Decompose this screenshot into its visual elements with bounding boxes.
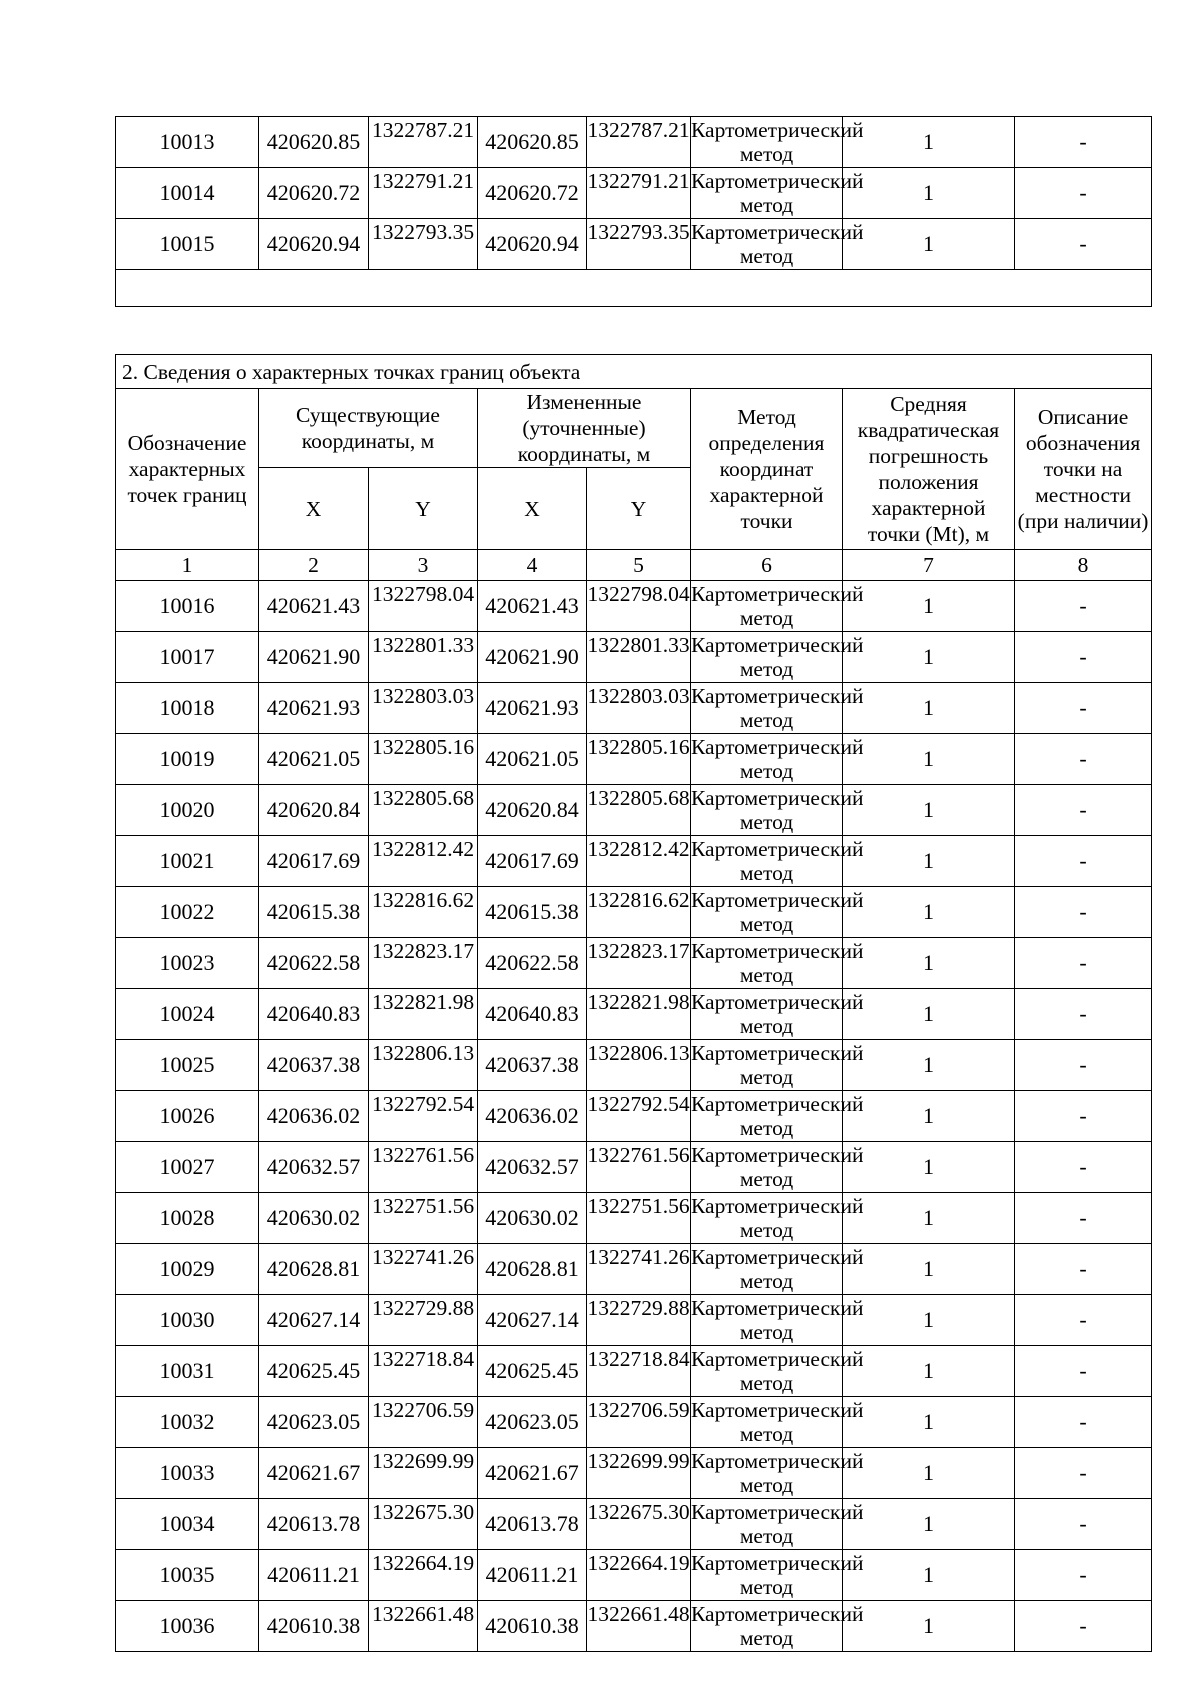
cell-existing-x: 420621.43 [259,581,369,632]
cell-mt-value: 1 [843,1193,1015,1244]
cell-existing-y: 1322729.88 [369,1295,478,1346]
cell-changed-y: 1322812.42 [587,836,691,887]
cell-point-id: 10017 [116,632,259,683]
cell-mt-value: 1 [843,1601,1015,1652]
cell-existing-x: 420623.05 [259,1397,369,1448]
table-row [116,887,1152,938]
cell-description: - [1015,887,1152,938]
cell-description: - [1015,1142,1152,1193]
cell-mt-value: 1 [843,117,1015,168]
cell-point-id: 10034 [116,1499,259,1550]
cell-existing-x: 420613.78 [259,1499,369,1550]
cell-existing-y: 1322801.33 [369,632,478,683]
cell-existing-x: 420637.38 [259,1040,369,1091]
cell-existing-y: 1322787.21 [369,117,478,168]
table-row [116,1193,1152,1244]
cell-mt-value: 1 [843,938,1015,989]
cell-description: - [1015,1550,1152,1601]
cell-existing-x: 420620.84 [259,785,369,836]
cell-point-id: 10025 [116,1040,259,1091]
cell-description: - [1015,219,1152,270]
cell-changed-x: 420630.02 [478,1193,587,1244]
table-row [116,581,1152,632]
cell-existing-y: 1322706.59 [369,1397,478,1448]
cell-changed-x: 420613.78 [478,1499,587,1550]
cell-method: Картометрический метод [691,1602,864,1650]
table-row [116,938,1152,989]
cell-point-id: 10031 [116,1346,259,1397]
column-number: 8 [1015,550,1152,581]
cell-method: Картометрический метод [691,939,864,987]
cell-description: - [1015,1397,1152,1448]
table-row [116,1295,1152,1346]
header-row [116,389,1152,468]
cell-changed-y: 1322792.54 [587,1091,691,1142]
cell-method: Картометрический метод [691,1041,864,1089]
cell-existing-x: 420632.57 [259,1142,369,1193]
table-row [116,1448,1152,1499]
cell-changed-x: 420621.43 [478,581,587,632]
cell-existing-y: 1322718.84 [369,1346,478,1397]
table-row [116,632,1152,683]
cell-changed-x: 420621.93 [478,683,587,734]
cell-description: - [1015,1601,1152,1652]
cell-mt-value: 1 [843,168,1015,219]
cell-changed-y: 1322751.56 [587,1193,691,1244]
cell-point-id: 10026 [116,1091,259,1142]
cell-existing-x: 420610.38 [259,1601,369,1652]
cell-existing-x: 420615.38 [259,887,369,938]
table-row [116,1040,1152,1091]
cell-existing-y: 1322805.16 [369,734,478,785]
cell-changed-y: 1322793.35 [587,219,691,270]
cell-point-id: 10035 [116,1550,259,1601]
cell-changed-y: 1322729.88 [587,1295,691,1346]
table-row [116,1091,1152,1142]
table-row [116,734,1152,785]
cell-point-id: 10033 [116,1448,259,1499]
cell-existing-y: 1322741.26 [369,1244,478,1295]
cell-existing-x: 420628.81 [259,1244,369,1295]
cell-point-id: 10036 [116,1601,259,1652]
cell-mt-value: 1 [843,989,1015,1040]
cell-existing-y: 1322798.04 [369,581,478,632]
cell-point-id: 10032 [116,1397,259,1448]
cell-method: Картометрический метод [691,169,864,217]
cell-changed-x: 420632.57 [478,1142,587,1193]
cell-method: Картометрический метод [691,735,864,783]
cell-method: Картометрический метод [691,888,864,936]
cell-existing-x: 420621.93 [259,683,369,734]
cell-changed-y: 1322699.99 [587,1448,691,1499]
table-row [116,989,1152,1040]
cell-existing-x: 420620.94 [259,219,369,270]
cell-description: - [1015,581,1152,632]
column-number: 4 [478,550,587,581]
cell-point-id: 10023 [116,938,259,989]
cell-description: - [1015,785,1152,836]
cell-existing-y: 1322751.56 [369,1193,478,1244]
cell-existing-y: 1322823.17 [369,938,478,989]
cell-changed-x: 420610.38 [478,1601,587,1652]
table-row [116,836,1152,887]
cell-mt-value: 1 [843,836,1015,887]
table-title-row [116,355,1152,389]
cell-description: - [1015,1295,1152,1346]
cell-description: - [1015,938,1152,989]
cell-mt-value: 1 [843,219,1015,270]
table-row [116,1244,1152,1295]
header-method: Метод определения координат характерной точки [691,389,843,550]
cell-point-id: 10028 [116,1193,259,1244]
column-numbers-row [116,550,1152,581]
header-changed-coords: Измененные (уточненные) координаты, м [478,389,691,468]
cell-description: - [1015,683,1152,734]
cell-existing-y: 1322664.19 [369,1550,478,1601]
cell-mt-value: 1 [843,1244,1015,1295]
cell-changed-x: 420615.38 [478,887,587,938]
cell-mt-value: 1 [843,1142,1015,1193]
table1-body [116,117,1152,270]
cell-mt-value: 1 [843,683,1015,734]
cell-mt-value: 1 [843,1040,1015,1091]
cell-description: - [1015,117,1152,168]
cell-changed-x: 420621.05 [478,734,587,785]
cell-mt-value: 1 [843,887,1015,938]
cell-description: - [1015,1448,1152,1499]
cell-changed-y: 1322823.17 [587,938,691,989]
cell-existing-y: 1322675.30 [369,1499,478,1550]
table-row [116,168,1152,219]
table-title: 2. Сведения о характерных точках границ объекта [116,355,1152,389]
cell-changed-x: 420640.83 [478,989,587,1040]
cell-existing-y: 1322661.48 [369,1601,478,1652]
header-existing-coords: Существующие координаты, м [259,389,478,468]
cell-changed-y: 1322661.48 [587,1601,691,1652]
column-number: 2 [259,550,369,581]
cell-existing-y: 1322803.03 [369,683,478,734]
cell-existing-x: 420620.72 [259,168,369,219]
cell-point-id: 10014 [116,168,259,219]
cell-method: Картометрический метод [691,118,864,166]
cell-method: Картометрический метод [691,684,864,732]
cell-existing-x: 420627.14 [259,1295,369,1346]
cell-description: - [1015,1244,1152,1295]
table-row [116,1601,1152,1652]
column-number: 5 [587,550,691,581]
cell-point-id: 10015 [116,219,259,270]
cell-method: Картометрический метод [691,1551,864,1599]
table-row [116,1142,1152,1193]
cell-changed-x: 420620.85 [478,117,587,168]
cell-method: Картометрический метод [691,786,864,834]
cell-changed-y: 1322741.26 [587,1244,691,1295]
coordinates-table-continued [115,116,1152,307]
cell-mt-value: 1 [843,734,1015,785]
table-row [116,785,1152,836]
column-number: 7 [843,550,1015,581]
cell-existing-x: 420611.21 [259,1550,369,1601]
cell-existing-y: 1322821.98 [369,989,478,1040]
header-designation: Обозначение характерных точек границ [116,389,259,550]
cell-point-id: 10019 [116,734,259,785]
cell-changed-x: 420622.58 [478,938,587,989]
cell-mt-value: 1 [843,1448,1015,1499]
cell-changed-x: 420620.72 [478,168,587,219]
cell-changed-x: 420637.38 [478,1040,587,1091]
cell-changed-x: 420621.90 [478,632,587,683]
cell-method: Картометрический метод [691,220,864,268]
cell-changed-y: 1322798.04 [587,581,691,632]
cell-mt-value: 1 [843,1499,1015,1550]
header-y-existing: Y [369,468,478,550]
cell-method: Картометрический метод [691,1398,864,1446]
cell-method: Картометрический метод [691,1092,864,1140]
table-row [116,1397,1152,1448]
cell-method: Картометрический метод [691,837,864,885]
cell-method: Картометрический метод [691,1347,864,1395]
column-number: 3 [369,550,478,581]
cell-existing-x: 420621.90 [259,632,369,683]
cell-method: Картометрический метод [691,990,864,1038]
cell-existing-x: 420620.85 [259,117,369,168]
cell-existing-y: 1322793.35 [369,219,478,270]
column-number: 6 [691,550,843,581]
cell-description: - [1015,1499,1152,1550]
cell-changed-y: 1322805.16 [587,734,691,785]
cell-changed-y: 1322718.84 [587,1346,691,1397]
cell-changed-y: 1322801.33 [587,632,691,683]
cell-existing-x: 420621.05 [259,734,369,785]
cell-existing-x: 420636.02 [259,1091,369,1142]
cell-changed-x: 420621.67 [478,1448,587,1499]
column-number: 1 [116,550,259,581]
table-row [116,1346,1152,1397]
cell-changed-y: 1322806.13 [587,1040,691,1091]
cell-mt-value: 1 [843,1550,1015,1601]
cell-method: Картометрический метод [691,633,864,681]
cell-method: Картометрический метод [691,582,864,630]
table-row [116,117,1152,168]
cell-description: - [1015,168,1152,219]
cell-existing-y: 1322792.54 [369,1091,478,1142]
header-error: Средняя квадратическая погрешность положения характерной точки (Mt), м [843,389,1015,550]
boundary-points-table [115,354,1152,1652]
cell-changed-y: 1322816.62 [587,887,691,938]
table-row [116,1499,1152,1550]
cell-existing-y: 1322816.62 [369,887,478,938]
cell-existing-x: 420630.02 [259,1193,369,1244]
cell-point-id: 10027 [116,1142,259,1193]
cell-method: Картометрический метод [691,1194,864,1242]
header-x-changed: X [478,468,587,550]
cell-point-id: 10030 [116,1295,259,1346]
table-row [116,683,1152,734]
cell-changed-y: 1322803.03 [587,683,691,734]
cell-changed-y: 1322675.30 [587,1499,691,1550]
cell-changed-x: 420611.21 [478,1550,587,1601]
cell-existing-x: 420625.45 [259,1346,369,1397]
cell-description: - [1015,632,1152,683]
cell-existing-y: 1322791.21 [369,168,478,219]
cell-method: Картометрический метод [691,1500,864,1548]
cell-method: Картометрический метод [691,1449,864,1497]
cell-changed-x: 420628.81 [478,1244,587,1295]
cell-changed-y: 1322706.59 [587,1397,691,1448]
cell-description: - [1015,1346,1152,1397]
cell-changed-x: 420620.94 [478,219,587,270]
cell-existing-y: 1322812.42 [369,836,478,887]
cell-method: Картометрический метод [691,1296,864,1344]
cell-changed-y: 1322761.56 [587,1142,691,1193]
header-x-existing: X [259,468,369,550]
table-row [116,219,1152,270]
cell-changed-y: 1322664.19 [587,1550,691,1601]
cell-description: - [1015,836,1152,887]
cell-changed-x: 420627.14 [478,1295,587,1346]
cell-mt-value: 1 [843,785,1015,836]
cell-mt-value: 1 [843,632,1015,683]
cell-existing-y: 1322805.68 [369,785,478,836]
cell-existing-x: 420621.67 [259,1448,369,1499]
cell-changed-x: 420617.69 [478,836,587,887]
cell-point-id: 10013 [116,117,259,168]
cell-point-id: 10018 [116,683,259,734]
empty-row [116,270,1152,307]
cell-changed-y: 1322791.21 [587,168,691,219]
cell-changed-x: 420620.84 [478,785,587,836]
cell-point-id: 10021 [116,836,259,887]
cell-mt-value: 1 [843,1346,1015,1397]
header-description: Описание обозначения точки на местности (при наличии) [1015,389,1152,550]
table-row [116,1550,1152,1601]
cell-description: - [1015,1091,1152,1142]
cell-changed-y: 1322805.68 [587,785,691,836]
cell-description: - [1015,1193,1152,1244]
cell-method: Картометрический метод [691,1245,864,1293]
cell-existing-y: 1322761.56 [369,1142,478,1193]
cell-description: - [1015,989,1152,1040]
cell-changed-x: 420625.45 [478,1346,587,1397]
header-y-changed: Y [587,468,691,550]
cell-point-id: 10022 [116,887,259,938]
cell-mt-value: 1 [843,581,1015,632]
cell-changed-x: 420636.02 [478,1091,587,1142]
cell-description: - [1015,1040,1152,1091]
cell-existing-x: 420622.58 [259,938,369,989]
cell-mt-value: 1 [843,1091,1015,1142]
cell-existing-x: 420617.69 [259,836,369,887]
cell-point-id: 10020 [116,785,259,836]
cell-changed-y: 1322821.98 [587,989,691,1040]
cell-description: - [1015,734,1152,785]
cell-changed-x: 420623.05 [478,1397,587,1448]
cell-existing-y: 1322699.99 [369,1448,478,1499]
cell-point-id: 10016 [116,581,259,632]
cell-point-id: 10029 [116,1244,259,1295]
cell-mt-value: 1 [843,1397,1015,1448]
cell-existing-y: 1322806.13 [369,1040,478,1091]
cell-method: Картометрический метод [691,1143,864,1191]
cell-point-id: 10024 [116,989,259,1040]
table2-body [116,581,1152,1652]
cell-mt-value: 1 [843,1295,1015,1346]
cell-existing-x: 420640.83 [259,989,369,1040]
cell-changed-y: 1322787.21 [587,117,691,168]
